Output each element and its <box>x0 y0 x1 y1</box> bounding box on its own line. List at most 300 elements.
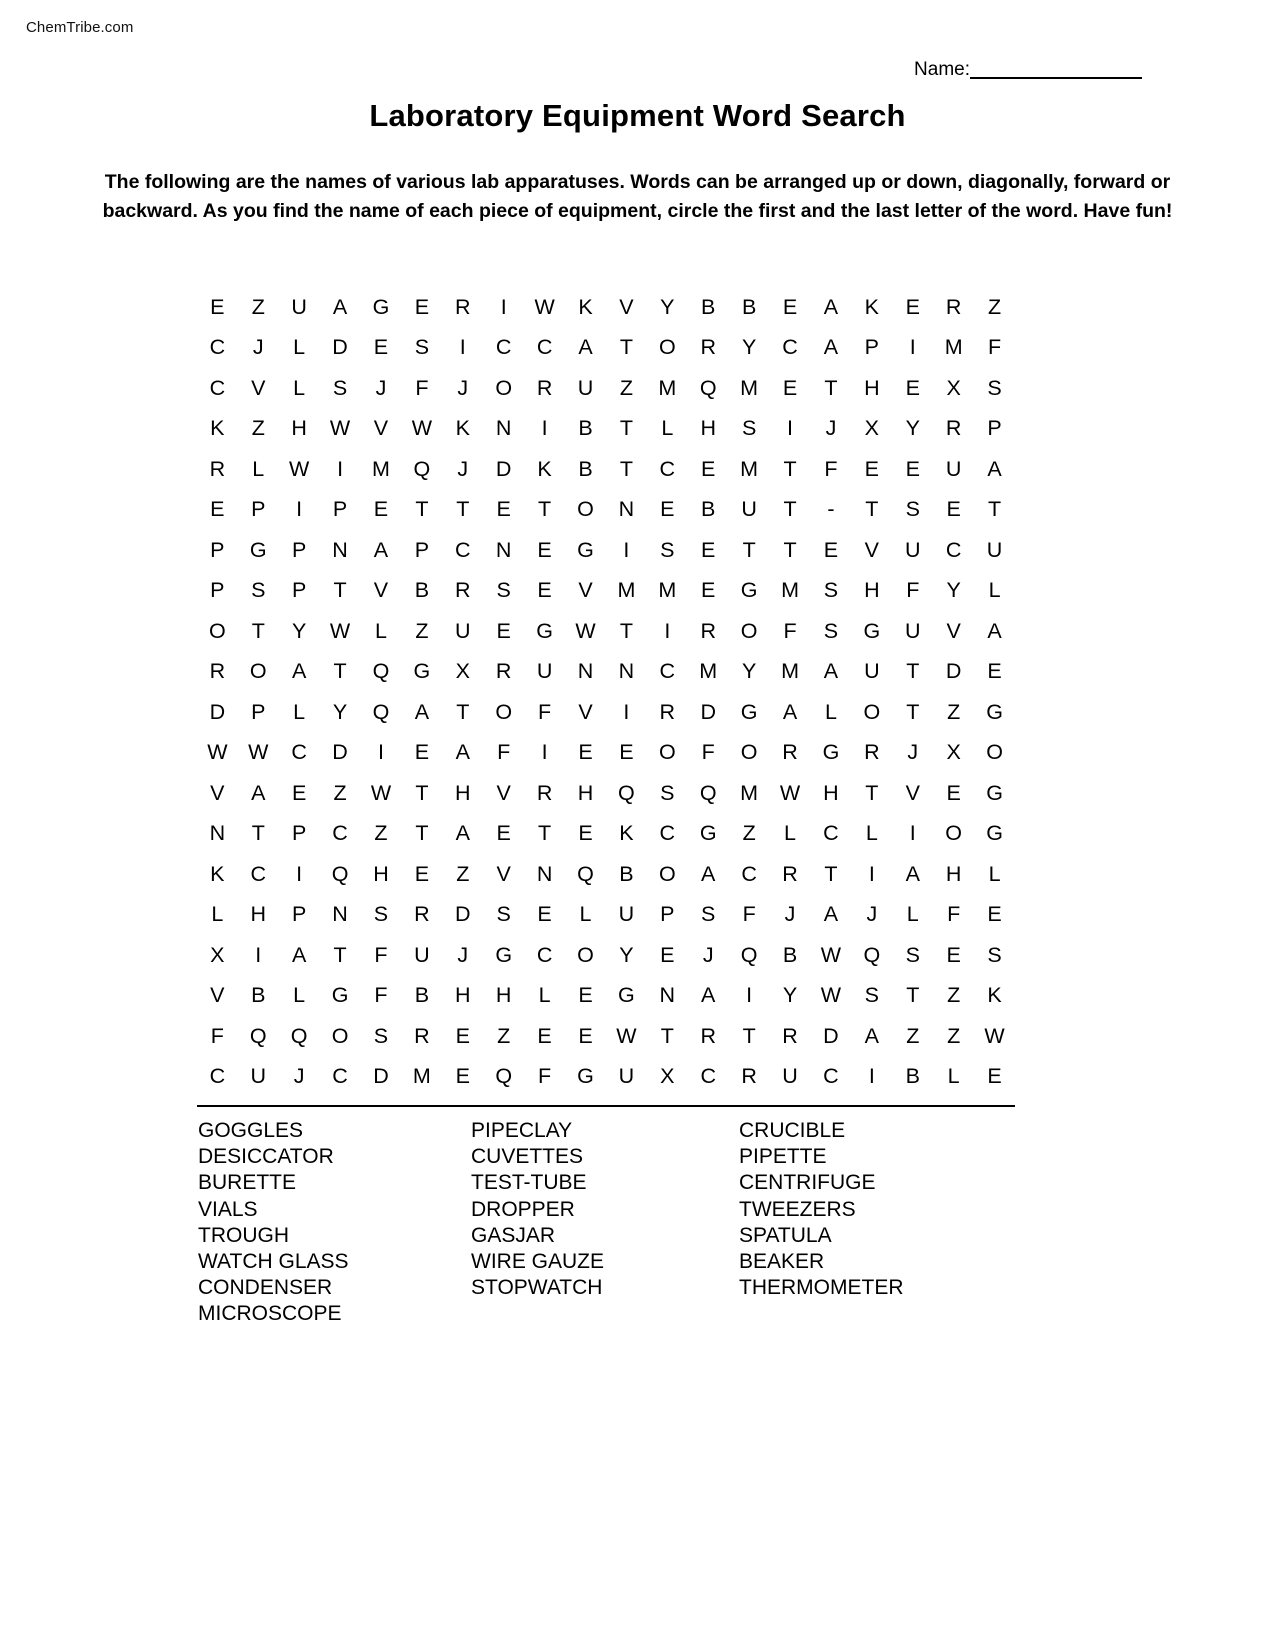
letter-cell[interactable]: Q <box>740 942 758 967</box>
letter-cell[interactable]: J <box>784 902 796 926</box>
letter-cell[interactable]: E <box>701 578 716 602</box>
letter-cell[interactable]: C <box>536 335 553 359</box>
letter-cell[interactable]: U <box>782 1064 798 1088</box>
letter-cell[interactable]: B <box>414 578 430 602</box>
letter-cell[interactable]: Z <box>251 294 266 319</box>
letter-cell[interactable]: E <box>455 1023 471 1048</box>
letter-cell[interactable]: Y <box>291 618 307 643</box>
letter-cell[interactable]: E <box>537 902 552 926</box>
letter-cell[interactable]: F <box>701 740 715 764</box>
letter-cell[interactable]: R <box>536 375 553 400</box>
letter-cell[interactable]: Q <box>495 1064 513 1088</box>
letter-cell[interactable]: M <box>658 578 677 602</box>
letter-cell[interactable]: N <box>495 537 512 562</box>
letter-cell[interactable]: V <box>496 780 512 805</box>
letter-cell[interactable]: T <box>783 456 797 481</box>
letter-cell[interactable]: T <box>906 659 920 683</box>
letter-cell[interactable]: Q <box>863 942 881 967</box>
letter-cell[interactable]: L <box>252 456 265 481</box>
letter-cell[interactable]: E <box>414 740 430 764</box>
letter-cell[interactable]: R <box>700 1023 717 1048</box>
letter-cell[interactable]: A <box>701 861 716 886</box>
letter-cell[interactable]: A <box>701 983 716 1007</box>
letter-cell[interactable]: V <box>373 416 389 440</box>
letter-cell[interactable]: K <box>537 456 552 481</box>
letter-cell[interactable]: T <box>865 780 879 805</box>
letter-cell[interactable]: J <box>375 375 387 400</box>
word-list-item[interactable]: TWEEZERS <box>739 1197 856 1221</box>
letter-cell[interactable]: T <box>415 497 429 521</box>
letter-cell[interactable]: G <box>618 983 635 1007</box>
letter-cell[interactable]: E <box>701 456 716 481</box>
letter-cell[interactable]: L <box>538 983 551 1007</box>
word-list-item[interactable]: CENTRIFUGE <box>739 1171 876 1195</box>
letter-cell[interactable]: D <box>700 699 717 724</box>
letter-cell[interactable]: T <box>619 416 634 440</box>
letter-cell[interactable]: G <box>536 618 554 643</box>
letter-cell[interactable]: J <box>457 456 469 481</box>
letter-cell[interactable]: G <box>577 1064 595 1088</box>
letter-cell[interactable]: E <box>987 902 1002 926</box>
word-list-item[interactable]: TEST-TUBE <box>471 1171 587 1195</box>
letter-cell[interactable]: J <box>293 1064 305 1088</box>
letter-cell[interactable]: T <box>824 861 838 886</box>
letter-cell[interactable]: T <box>415 821 429 845</box>
letter-cell[interactable]: M <box>412 1064 432 1088</box>
letter-cell[interactable]: L <box>784 821 797 845</box>
letter-cell[interactable]: N <box>618 497 635 521</box>
letter-cell[interactable]: A <box>291 659 307 683</box>
letter-cell[interactable]: H <box>455 983 471 1007</box>
letter-cell[interactable]: T <box>906 699 920 724</box>
word-list-item[interactable]: TROUGH <box>198 1223 289 1247</box>
letter-cell[interactable]: R <box>945 416 962 440</box>
letter-cell[interactable]: P <box>660 902 675 926</box>
letter-cell[interactable]: P <box>332 497 348 521</box>
letter-cell[interactable]: Q <box>249 1023 267 1048</box>
letter-cell[interactable]: A <box>905 861 921 886</box>
letter-cell[interactable]: W <box>616 1023 637 1048</box>
letter-cell[interactable]: Z <box>497 1023 511 1048</box>
letter-cell[interactable]: P <box>251 699 266 724</box>
letter-cell[interactable]: H <box>864 578 880 602</box>
letter-cell[interactable]: E <box>905 294 921 319</box>
letter-cell[interactable]: I <box>255 942 262 967</box>
letter-cell[interactable]: R <box>495 659 512 683</box>
letter-cell[interactable]: E <box>210 294 225 319</box>
letter-cell[interactable]: O <box>495 699 513 724</box>
word-list-item[interactable]: BURETTE <box>198 1171 297 1195</box>
letter-cell[interactable]: Q <box>290 1023 308 1048</box>
letter-cell[interactable]: S <box>251 578 266 602</box>
letter-cell[interactable]: I <box>296 497 303 521</box>
letter-cell[interactable]: T <box>988 497 1002 521</box>
letter-cell[interactable]: C <box>495 335 512 359</box>
letter-cell[interactable]: A <box>578 335 593 359</box>
letter-cell[interactable]: Y <box>619 942 634 967</box>
letter-cell[interactable]: S <box>823 578 839 602</box>
letter-cell[interactable]: Q <box>331 861 349 886</box>
letter-cell[interactable]: Z <box>947 983 961 1007</box>
letter-cell[interactable]: O <box>863 699 881 724</box>
letter-cell[interactable]: E <box>823 537 839 562</box>
letter-cell[interactable]: L <box>293 375 306 400</box>
letter-cell[interactable]: S <box>414 335 430 359</box>
letter-cell[interactable]: W <box>820 983 842 1007</box>
letter-cell[interactable]: Y <box>741 659 757 683</box>
letter-cell[interactable]: A <box>455 740 471 764</box>
letter-cell[interactable]: C <box>659 659 676 683</box>
letter-cell[interactable]: M <box>944 335 963 359</box>
letter-cell[interactable]: - <box>827 497 835 521</box>
letter-cell[interactable]: E <box>701 537 716 562</box>
letter-cell[interactable]: B <box>782 942 798 967</box>
letter-cell[interactable]: L <box>661 416 674 440</box>
letter-cell[interactable]: S <box>864 983 880 1007</box>
letter-cell[interactable]: F <box>374 983 388 1007</box>
letter-cell[interactable]: T <box>783 497 797 521</box>
letter-cell[interactable]: D <box>495 456 512 481</box>
letter-cell[interactable]: M <box>617 578 636 602</box>
letter-cell[interactable]: A <box>864 1023 880 1048</box>
letter-cell[interactable]: T <box>783 537 797 562</box>
name-field-blank[interactable] <box>970 61 1142 79</box>
letter-cell[interactable]: Y <box>332 699 348 724</box>
letter-cell[interactable]: B <box>251 983 266 1007</box>
letter-cell[interactable]: N <box>577 659 594 683</box>
letter-cell[interactable]: B <box>741 294 757 319</box>
letter-cell[interactable]: T <box>660 1023 675 1048</box>
letter-cell[interactable]: R <box>659 699 676 724</box>
letter-cell[interactable]: Z <box>333 780 347 805</box>
letter-cell[interactable]: O <box>495 375 513 400</box>
letter-cell[interactable]: I <box>623 537 630 562</box>
letter-cell[interactable]: F <box>988 335 1002 359</box>
word-list-item[interactable]: THERMOMETER <box>739 1276 904 1300</box>
letter-cell[interactable]: H <box>373 861 389 886</box>
letter-cell[interactable]: H <box>577 780 594 805</box>
letter-cell[interactable]: I <box>623 699 630 724</box>
letter-cell[interactable]: C <box>659 456 676 481</box>
letter-cell[interactable]: B <box>578 416 593 440</box>
letter-cell[interactable]: Y <box>782 983 798 1007</box>
word-list-item[interactable]: MICROSCOPE <box>198 1302 342 1326</box>
letter-cell[interactable]: C <box>332 1064 349 1088</box>
letter-cell[interactable]: T <box>619 618 634 643</box>
letter-cell[interactable]: U <box>455 618 471 643</box>
letter-cell[interactable]: A <box>782 699 798 724</box>
letter-cell[interactable]: S <box>905 942 921 967</box>
letter-cell[interactable]: D <box>455 902 471 926</box>
word-list-item[interactable]: BEAKER <box>739 1250 825 1274</box>
letter-cell[interactable]: L <box>293 335 306 359</box>
letter-cell[interactable]: U <box>250 1064 267 1088</box>
letter-cell[interactable]: X <box>210 942 225 967</box>
letter-cell[interactable]: F <box>374 942 388 967</box>
letter-cell[interactable]: E <box>373 497 389 521</box>
letter-cell[interactable]: E <box>905 375 921 400</box>
letter-cell[interactable]: V <box>251 375 266 400</box>
letter-cell[interactable]: N <box>618 659 635 683</box>
letter-cell[interactable]: C <box>455 537 471 562</box>
letter-cell[interactable]: M <box>740 375 759 400</box>
letter-cell[interactable]: A <box>823 294 839 319</box>
letter-cell[interactable]: T <box>333 942 347 967</box>
letter-cell[interactable]: F <box>415 375 429 400</box>
letter-cell[interactable]: Y <box>741 335 757 359</box>
letter-cell[interactable]: O <box>945 821 963 845</box>
letter-cell[interactable]: E <box>455 1064 471 1088</box>
letter-cell[interactable]: J <box>702 942 714 967</box>
letter-cell[interactable]: E <box>537 537 552 562</box>
word-list-item[interactable]: PIPETTE <box>739 1145 827 1169</box>
letter-cell[interactable]: W <box>820 942 842 967</box>
letter-cell[interactable]: H <box>291 416 308 440</box>
letter-cell[interactable]: R <box>414 1023 430 1048</box>
letter-cell[interactable]: V <box>578 699 593 724</box>
letter-cell[interactable]: G <box>740 699 758 724</box>
letter-cell[interactable]: L <box>865 821 879 845</box>
letter-cell[interactable]: P <box>414 537 430 562</box>
letter-cell[interactable]: J <box>252 335 264 359</box>
letter-cell[interactable]: N <box>495 416 512 440</box>
letter-cell[interactable]: L <box>293 983 306 1007</box>
letter-cell[interactable]: Q <box>372 659 390 683</box>
letter-cell[interactable]: H <box>864 375 880 400</box>
letter-cell[interactable]: X <box>864 416 880 440</box>
letter-cell[interactable]: O <box>740 618 758 643</box>
letter-cell[interactable]: U <box>864 659 880 683</box>
letter-cell[interactable]: A <box>823 335 839 359</box>
letter-cell[interactable]: F <box>947 902 961 926</box>
letter-cell[interactable]: R <box>864 740 880 764</box>
letter-cell[interactable]: L <box>579 902 592 926</box>
letter-cell[interactable]: S <box>660 537 675 562</box>
letter-cell[interactable]: Z <box>947 1023 961 1048</box>
letter-cell[interactable]: T <box>415 780 429 805</box>
letter-cell[interactable]: B <box>701 294 716 319</box>
letter-cell[interactable]: P <box>291 902 307 926</box>
letter-cell[interactable]: F <box>824 456 838 481</box>
letter-cell[interactable]: G <box>822 740 840 764</box>
letter-cell[interactable]: Z <box>251 416 266 440</box>
letter-cell[interactable]: B <box>414 983 430 1007</box>
letter-cell[interactable]: E <box>414 861 430 886</box>
letter-cell[interactable]: R <box>536 780 553 805</box>
letter-cell[interactable]: I <box>459 335 466 359</box>
letter-cell[interactable]: N <box>659 983 676 1007</box>
letter-cell[interactable]: K <box>210 861 225 886</box>
letter-cell[interactable]: X <box>660 1064 675 1088</box>
letter-cell[interactable]: E <box>987 1064 1002 1088</box>
word-list-item[interactable]: CRUCIBLE <box>739 1119 846 1142</box>
letter-cell[interactable]: A <box>987 456 1002 481</box>
letter-cell[interactable]: E <box>496 497 512 521</box>
letter-cell[interactable]: Q <box>372 699 390 724</box>
letter-cell[interactable]: R <box>782 740 798 764</box>
letter-cell[interactable]: Q <box>699 780 717 805</box>
letter-cell[interactable]: P <box>291 821 307 845</box>
letter-cell[interactable]: R <box>700 618 717 643</box>
letter-cell[interactable]: E <box>210 497 225 521</box>
letter-cell[interactable]: D <box>823 1023 839 1048</box>
letter-cell[interactable]: T <box>619 335 634 359</box>
letter-cell[interactable]: D <box>332 335 349 359</box>
letter-cell[interactable]: Z <box>742 821 756 845</box>
letter-cell[interactable]: O <box>331 1023 349 1048</box>
letter-cell[interactable]: E <box>373 335 389 359</box>
letter-cell[interactable]: O <box>658 740 676 764</box>
letter-cell[interactable]: U <box>986 537 1003 562</box>
letter-cell[interactable]: U <box>291 294 308 319</box>
letter-cell[interactable]: B <box>905 1064 921 1088</box>
letter-cell[interactable]: C <box>823 1064 839 1088</box>
letter-cell[interactable]: E <box>660 497 675 521</box>
letter-cell[interactable]: S <box>987 942 1002 967</box>
letter-cell[interactable]: P <box>210 578 225 602</box>
letter-cell[interactable]: U <box>618 902 635 926</box>
letter-cell[interactable]: S <box>332 375 348 400</box>
letter-cell[interactable]: W <box>329 416 351 440</box>
letter-cell[interactable]: Q <box>577 861 595 886</box>
letter-cell[interactable]: W <box>370 780 392 805</box>
letter-cell[interactable]: E <box>291 780 307 805</box>
letter-cell[interactable]: E <box>414 294 430 319</box>
letter-cell[interactable]: L <box>947 1064 960 1088</box>
letter-cell[interactable]: O <box>658 335 676 359</box>
word-list-item[interactable]: STOPWATCH <box>471 1276 603 1300</box>
letter-cell[interactable]: T <box>333 578 347 602</box>
letter-cell[interactable]: T <box>742 537 756 562</box>
letter-cell[interactable]: E <box>578 740 593 764</box>
letter-cell[interactable]: J <box>866 902 878 926</box>
letter-cell[interactable]: A <box>291 942 307 967</box>
letter-cell[interactable]: E <box>946 497 962 521</box>
letter-cell[interactable]: C <box>209 1064 226 1088</box>
letter-cell[interactable]: U <box>414 942 430 967</box>
letter-cell[interactable]: M <box>699 659 718 683</box>
letter-cell[interactable]: R <box>700 335 717 359</box>
letter-cell[interactable]: W <box>534 294 555 319</box>
letter-cell[interactable]: D <box>209 699 226 724</box>
word-list-item[interactable]: VIALS <box>198 1197 258 1221</box>
letter-cell[interactable]: P <box>291 537 307 562</box>
letter-cell[interactable]: K <box>210 416 225 440</box>
letter-cell[interactable]: Z <box>947 699 961 724</box>
letter-cell[interactable]: O <box>658 861 676 886</box>
letter-cell[interactable]: E <box>782 294 798 319</box>
letter-cell[interactable]: Q <box>699 375 717 400</box>
letter-cell[interactable]: F <box>210 1023 225 1048</box>
letter-cell[interactable]: U <box>618 1064 635 1088</box>
letter-cell[interactable]: Z <box>415 618 429 643</box>
word-list-item[interactable]: GOGGLES <box>198 1119 304 1142</box>
letter-cell[interactable]: E <box>537 578 552 602</box>
letter-cell[interactable]: W <box>984 1023 1005 1048</box>
letter-cell[interactable]: M <box>781 659 800 683</box>
letter-cell[interactable]: V <box>619 294 634 319</box>
letter-cell[interactable]: X <box>946 740 962 764</box>
letter-cell[interactable]: J <box>457 942 469 967</box>
letter-cell[interactable]: J <box>825 416 837 440</box>
letter-cell[interactable]: O <box>249 659 267 683</box>
letter-cell[interactable]: O <box>986 740 1004 764</box>
letter-cell[interactable]: W <box>411 416 433 440</box>
letter-cell[interactable]: B <box>701 497 716 521</box>
letter-cell[interactable]: Y <box>660 294 675 319</box>
letter-cell[interactable]: T <box>906 983 920 1007</box>
letter-cell[interactable]: Z <box>619 375 634 400</box>
word-list-item[interactable]: WATCH GLASS <box>198 1250 349 1274</box>
letter-cell[interactable]: S <box>905 497 921 521</box>
letter-cell[interactable]: P <box>210 537 225 562</box>
letter-cell[interactable]: L <box>824 699 838 724</box>
letter-cell[interactable]: S <box>373 902 389 926</box>
letter-cell[interactable]: E <box>537 1023 552 1048</box>
letter-cell[interactable]: W <box>329 618 351 643</box>
word-list-item[interactable]: WIRE GAUZE <box>471 1250 605 1274</box>
letter-cell[interactable]: I <box>337 456 344 481</box>
letter-cell[interactable]: C <box>291 740 308 764</box>
letter-cell[interactable]: G <box>986 780 1004 805</box>
letter-cell[interactable]: E <box>496 618 512 643</box>
letter-cell[interactable]: R <box>741 1064 758 1088</box>
letter-cell[interactable]: G <box>740 578 758 602</box>
letter-cell[interactable]: E <box>905 456 921 481</box>
word-list-item[interactable]: CONDENSER <box>198 1276 333 1300</box>
letter-cell[interactable]: Z <box>988 294 1002 319</box>
letter-cell[interactable]: S <box>701 902 716 926</box>
letter-cell[interactable]: K <box>864 294 880 319</box>
letter-cell[interactable]: E <box>496 821 512 845</box>
letter-cell[interactable]: F <box>497 740 511 764</box>
letter-cell[interactable]: F <box>538 699 552 724</box>
letter-cell[interactable]: O <box>577 942 595 967</box>
letter-cell[interactable]: I <box>664 618 671 643</box>
letter-cell[interactable]: T <box>742 1023 756 1048</box>
letter-cell[interactable]: G <box>986 699 1004 724</box>
letter-cell[interactable]: V <box>946 618 962 643</box>
letter-cell[interactable]: S <box>373 1023 389 1048</box>
letter-cell[interactable]: C <box>209 375 226 400</box>
letter-cell[interactable]: U <box>577 375 594 400</box>
letter-cell[interactable]: G <box>863 618 881 643</box>
letter-cell[interactable]: I <box>787 416 794 440</box>
letter-cell[interactable]: L <box>988 861 1001 886</box>
letter-cell[interactable]: Q <box>413 456 431 481</box>
letter-cell[interactable]: H <box>823 780 839 805</box>
letter-cell[interactable]: G <box>372 294 390 319</box>
letter-cell[interactable]: F <box>906 578 920 602</box>
letter-cell[interactable]: L <box>374 618 388 643</box>
letter-cell[interactable]: P <box>987 416 1002 440</box>
letter-cell[interactable]: W <box>575 618 596 643</box>
letter-cell[interactable]: M <box>740 780 759 805</box>
letter-cell[interactable]: X <box>455 659 471 683</box>
letter-cell[interactable]: S <box>496 578 512 602</box>
letter-cell[interactable]: C <box>209 335 226 359</box>
letter-cell[interactable]: I <box>377 740 385 764</box>
letter-cell[interactable]: O <box>577 497 595 521</box>
letter-cell[interactable]: A <box>373 537 389 562</box>
letter-cell[interactable]: T <box>333 659 347 683</box>
letter-cell[interactable]: R <box>945 294 962 319</box>
letter-cell[interactable]: T <box>865 497 879 521</box>
letter-cell[interactable]: I <box>296 861 303 886</box>
letter-cell[interactable]: J <box>457 375 469 400</box>
letter-cell[interactable]: M <box>781 578 800 602</box>
letter-cell[interactable]: U <box>945 456 962 481</box>
